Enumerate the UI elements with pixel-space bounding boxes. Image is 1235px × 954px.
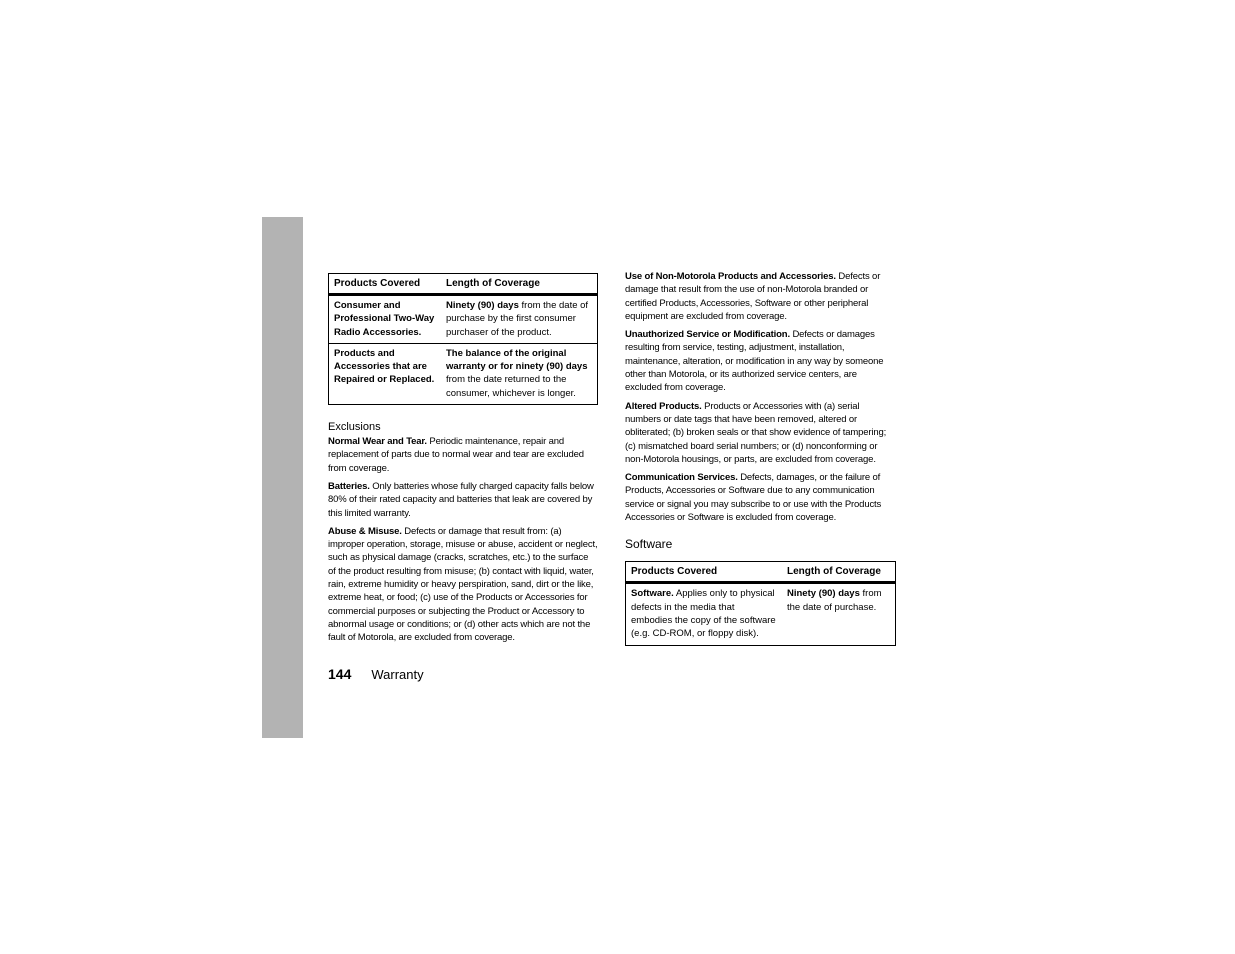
header-length-of-coverage: Length of Coverage — [782, 562, 896, 583]
exclusion-paragraph: Abuse & Misuse. Defects or damage that result from: (a) improper operation, storage, misuse or abuse, accident or neglect, such as physical damage (cracks, scratches, etc.) to the surface of the product resulting from misuse; (b) contact with liquid, water, rain, extreme humidity or heavy perspiration, sand, dirt or the like, extreme heat, or food; (c) use of the Products or Accessories for commercial purposes or subjecting the Product or Accessory to abnormal usage or conditions; or (d) other acts which are not the fault of Motorola, are excluded from coverage. — [328, 525, 598, 644]
left-column — [328, 273, 598, 650]
right-column — [625, 270, 896, 646]
side-tab — [262, 217, 303, 738]
header-length-of-coverage: Length of Coverage — [441, 274, 598, 295]
header-products-covered: Products Covered — [626, 562, 783, 583]
section-name: Warranty — [371, 667, 424, 682]
exclusion-paragraph: Altered Products. Products or Accessories with (a) serial numbers or date tags that have been removed, altered or obliterated; (b) broken seals or that show evidence of tampering; (c) mismatched board serial numbers; or (d) nonconforming or non-Motorola housings, or parts, are excluded from coverage. — [625, 400, 887, 465]
exclusion-paragraph: Unauthorized Service or Modification. Defects or damages resulting from service, testing, adjustment, installation, maintenance, alteration, or modification in any way by someone other than Motorola, or its authorized service centers, are excluded from coverage. — [625, 329, 884, 394]
product-cell: Consumer and Professional Two-Way Radio Accessories. — [329, 295, 442, 344]
exclusion-paragraph: Normal Wear and Tear. Periodic maintenance, repair and replacement of parts due to normal wear and tear are excluded from coverage. — [328, 436, 584, 474]
software-title: Software — [625, 537, 673, 552]
coverage-cell: Ninety (90) days from the date of purchase. — [787, 588, 882, 613]
exclusion-paragraph: Batteries. Only batteries whose fully charged capacity falls below 80% of their rated capacity and batteries that leak are covered by this limited warranty. — [328, 480, 594, 519]
exclusions-title: Exclusions — [328, 421, 381, 434]
page-number: 144 — [328, 666, 352, 682]
coverage-cell: Ninety (90) days from the date of purchase by the first consumer purchaser of the product. — [441, 295, 598, 344]
table-row — [329, 295, 598, 344]
exclusion-paragraph: Use of Non-Motorola Products and Accessories. Defects or damage that result from the use of non-Motorola branded or certified Products, Accessories, Software or other peripheral equipment are excluded from coverage. — [625, 271, 881, 322]
coverage-cell: The balance of the original warranty or for ninety (90) days from the date returned to the consumer, whichever is longer. — [446, 347, 588, 399]
table-row — [626, 583, 896, 645]
table-row — [329, 343, 598, 404]
coverage-table — [328, 273, 598, 405]
product-cell: Software. Applies only to physical defects in the media that embodies the copy of the software (e.g. CD-ROM, or floppy disk). — [631, 588, 776, 640]
product-cell: Products and Accessories that are Repaired or Replaced. — [334, 347, 435, 386]
header-products-covered: Products Covered — [329, 274, 442, 295]
software-table — [625, 561, 896, 645]
page-footer — [328, 666, 424, 682]
exclusion-paragraph: Communication Services. Defects, damages, or the failure of Products, Accessories or Software due to any communication service or signal you may subscribe to or use with the Products Accessories or Software is excluded from coverage. — [625, 472, 882, 524]
